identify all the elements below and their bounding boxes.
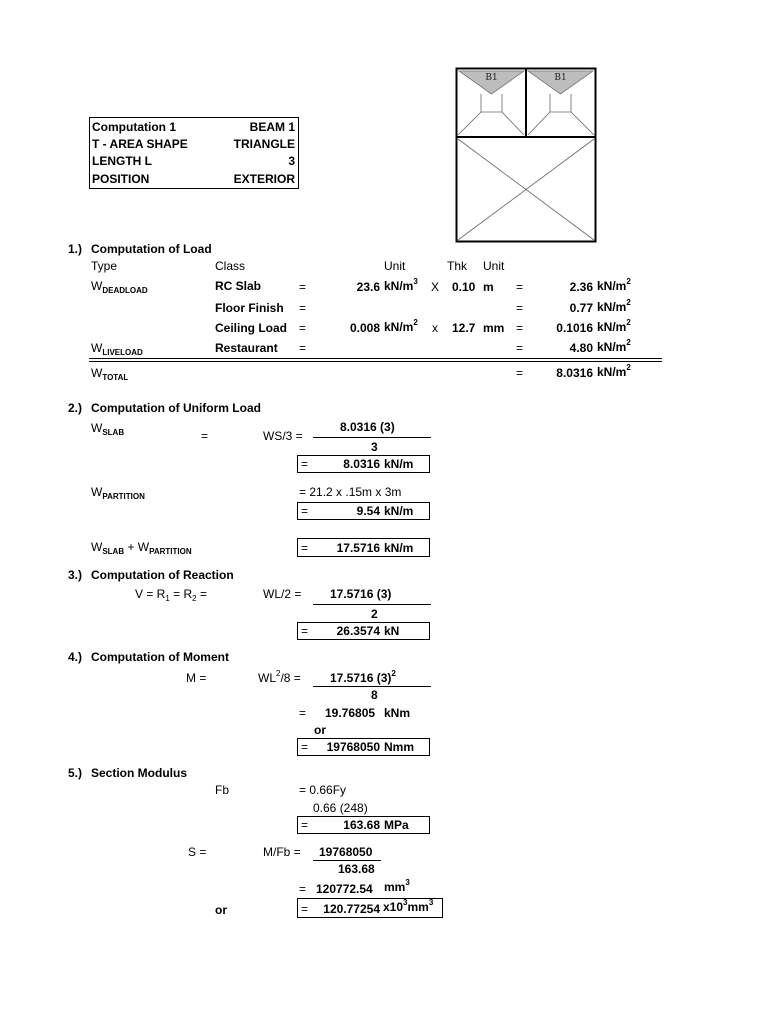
section-5-title: Section Modulus	[91, 766, 187, 780]
reaction-result-equals: =	[301, 624, 309, 638]
w-slab-numerator: 8.0316 (3)	[340, 420, 395, 434]
restaurant-equals: =	[299, 341, 307, 355]
restaurant-result: 4.80	[569, 341, 593, 355]
w-slab-fraction-bar	[313, 437, 431, 438]
ceiling-load-equals: =	[299, 321, 307, 335]
section-4-title: Computation of Moment	[91, 650, 229, 664]
moment-knm-unit: kNm	[384, 706, 411, 720]
section-1-title: Computation of Load	[91, 242, 212, 256]
slab-diagram	[455, 67, 597, 244]
section-3-title: Computation of Reaction	[91, 568, 234, 582]
rc-slab-result-equals: =	[516, 280, 524, 294]
w-partition-result-equals: =	[301, 504, 309, 518]
header-thk: Thk	[447, 259, 468, 273]
floor-finish-result-equals: =	[516, 301, 524, 315]
s-result2-unit: $x10^3mm^3$	[383, 898, 434, 914]
section-3-number: 3.)	[68, 568, 83, 582]
moment-formula: $WL^2/8$ =	[258, 669, 301, 685]
restaurant-result-unit: $kN/m^2$	[597, 338, 631, 354]
moment-nmm-equals: =	[301, 740, 309, 754]
summary-value-2: TRIANGLE	[233, 137, 295, 151]
reaction-result: 26.3574	[336, 624, 380, 638]
s-result-equals: =	[299, 882, 307, 896]
moment-numerator: 17.5716 $(3)^2$	[330, 669, 396, 685]
reaction-lhs: $V = R_1 = R_2$ =	[135, 587, 207, 603]
w-partition-label: $W_{PARTITION}$	[91, 485, 145, 501]
total-double-rule-top	[89, 358, 662, 359]
moment-nmm-unit: Nmm	[384, 740, 415, 754]
s-result-unit: $mm^3$	[384, 878, 410, 894]
w-slab-label: $W_{SLAB}$	[91, 421, 125, 437]
fb-substitution: 0.66 (248)	[313, 801, 368, 815]
w-total-label: $W_{TOTAL}$	[91, 366, 129, 382]
ceiling-load-unit: $kN/m^2$	[384, 318, 418, 334]
rc-slab-class: RC Slab	[215, 279, 262, 293]
w-slab-formula: WS/3 =	[263, 429, 303, 443]
rc-slab-thk-unit: m	[483, 280, 494, 294]
w-sum-result: 17.5716	[336, 541, 380, 555]
total-result: 8.0316	[556, 366, 593, 380]
w-sum-label: $W_{SLAB} + W_{PARTITION}$	[91, 540, 192, 556]
s-result: 120772.54	[316, 882, 373, 896]
section-1-number: 1.)	[68, 242, 83, 256]
s-lhs: S =	[188, 845, 207, 859]
header-unit-2: Unit	[483, 259, 505, 273]
s-denominator: 163.68	[338, 862, 375, 876]
w-slab-result-unit: kN/m	[384, 457, 414, 471]
rc-slab-equals: =	[299, 280, 307, 294]
total-double-rule-bottom	[89, 361, 662, 362]
restaurant-result-equals: =	[516, 341, 524, 355]
ceiling-load-class: Ceiling Load	[215, 321, 287, 335]
w-partition-formula: = 21.2 x .15m x 3m	[299, 485, 402, 499]
fb-result-unit: MPa	[384, 818, 409, 832]
w-slab-result: 8.0316	[343, 457, 380, 471]
w-slab-equals: =	[201, 429, 209, 443]
w-partition-result: 9.54	[356, 504, 380, 518]
rc-slab-thk: 0.10	[452, 280, 476, 294]
w-sum-result-unit: kN/m	[384, 541, 414, 555]
section-2-title: Computation of Uniform Load	[91, 401, 261, 415]
rc-slab-unit: $kN/m^3$	[384, 277, 418, 293]
moment-fraction-bar	[313, 686, 431, 687]
s-result2: 120.77254	[323, 902, 380, 916]
rc-slab-unit-value: 23.6	[356, 280, 380, 294]
ceiling-load-thk-unit: mm	[483, 321, 505, 335]
summary-label-4: POSITION	[92, 172, 150, 186]
reaction-denominator: 2	[371, 607, 378, 621]
section-5-number: 5.)	[68, 766, 83, 780]
summary-label-3: LENGTH L	[92, 154, 152, 168]
summary-value-1: BEAM 1	[249, 120, 295, 134]
w-slab-denominator: 3	[371, 440, 378, 454]
summary-label-1: Computation 1	[92, 120, 176, 134]
moment-or: or	[314, 723, 326, 737]
rc-slab-result: 2.36	[569, 280, 593, 294]
moment-nmm-value: 19768050	[326, 740, 380, 754]
s-numerator: 19768050	[319, 845, 373, 859]
reaction-formula: WL/2 =	[263, 587, 302, 601]
floor-finish-equals: =	[299, 301, 307, 315]
ceiling-load-result-equals: =	[516, 321, 524, 335]
rc-slab-result-unit: $kN/m^2$	[597, 277, 631, 293]
total-result-unit: $kN/m^2$	[597, 363, 631, 379]
rc-slab-times: X	[431, 280, 440, 294]
moment-knm-value: 19.76805	[325, 706, 376, 720]
floor-finish-class: Floor Finish	[215, 301, 284, 315]
ceiling-load-thk: 12.7	[452, 321, 476, 335]
moment-lhs: M =	[186, 671, 207, 685]
s-or: or	[215, 903, 227, 917]
moment-denominator: 8	[371, 688, 378, 702]
summary-label-2: T - AREA SHAPE	[92, 137, 188, 151]
reaction-numerator: 17.5716 (3)	[330, 587, 392, 601]
ceiling-load-times: x	[432, 321, 438, 335]
fb-result-equals: =	[301, 818, 309, 832]
w-deadload-label: $W_{DEADLOAD}$	[91, 279, 148, 295]
summary-value-3: 3	[288, 154, 295, 168]
ceiling-load-result: 0.1016	[556, 321, 593, 335]
w-partition-result-unit: kN/m	[384, 504, 414, 518]
w-sum-result-equals: =	[301, 541, 309, 555]
w-slab-result-equals: =	[301, 457, 309, 471]
header-unit: Unit	[384, 259, 406, 273]
header-type: Type	[91, 259, 118, 273]
restaurant-class: Restaurant	[215, 341, 278, 355]
beam-label-right: B1	[554, 73, 567, 83]
fb-formula: = 0.66Fy	[299, 783, 347, 797]
section-2-number: 2.)	[68, 401, 83, 415]
fb-result: 163.68	[343, 818, 380, 832]
s-fraction-bar	[313, 860, 381, 861]
reaction-fraction-bar	[313, 604, 431, 605]
floor-finish-result: 0.77	[569, 301, 593, 315]
s-result2-equals: =	[301, 902, 309, 916]
section-4-number: 4.)	[68, 650, 83, 664]
ceiling-load-unit-value: 0.008	[349, 321, 380, 335]
beam-label-left: B1	[485, 73, 498, 83]
ceiling-load-result-unit: $kN/m^2$	[597, 318, 631, 334]
floor-finish-unit: $kN/m^2$	[597, 298, 631, 314]
header-class: Class	[215, 259, 246, 273]
w-liveload-label: $W_{LIVELOAD}$	[91, 341, 143, 357]
total-equals: =	[516, 366, 524, 380]
moment-knm-equals: =	[299, 706, 307, 720]
fb-label: Fb	[215, 783, 230, 797]
s-formula: M/Fb =	[263, 845, 301, 859]
reaction-result-unit: kN	[384, 624, 400, 638]
summary-value-4: EXTERIOR	[233, 172, 295, 186]
